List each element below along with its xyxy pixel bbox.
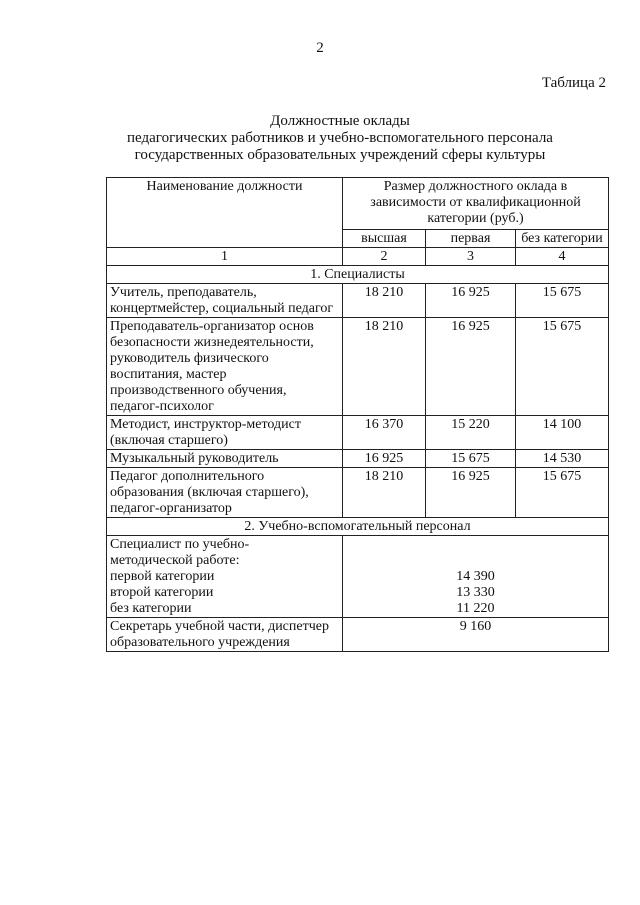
title-line-3: государственных образовательных учреждений сферы культуры [134,147,546,163]
salary-highest: 18 210 [343,284,426,318]
position-name: Педагог дополнительного образования (включая старшего), педагог-организатор [107,468,343,518]
salary-values [343,536,609,618]
salary-highest: 18 210 [343,468,426,518]
position-name: Учитель, преподаватель, концертмейстер, социальный педагог [107,284,343,318]
table-label: Таблица 2 [541,75,606,91]
section-specialists: 1. Специалисты [107,266,609,284]
position-name: Музыкальный руководитель [107,450,343,468]
table-row [107,450,609,468]
section-row [107,518,609,536]
header-salary-size: Размер должностного оклада в зависимости от квалификационной категории (руб.) [343,178,609,230]
title-line-2: педагогических работников и учебно-вспомогательного персонала [127,130,553,146]
salary-first: 16 925 [426,468,516,518]
title-line-1: Должностные оклады [270,113,410,129]
table-row [107,318,609,416]
header-category-first: первая [426,230,516,248]
table-row [107,618,609,652]
salary-first: 16 925 [426,318,516,416]
document-title [40,113,640,164]
column-number: 1 [107,248,343,266]
salary-none: 14 100 [516,416,609,450]
position-name [107,536,343,618]
salary-value: 14 390 [456,569,495,584]
position-name-line: Специалист по учебно- [110,537,250,552]
salary-highest: 16 370 [343,416,426,450]
salary-value: 9 160 [343,618,609,652]
section-support-staff: 2. Учебно-вспомогательный персонал [107,518,609,536]
salary-first: 15 220 [426,416,516,450]
header-category-none: без категории [516,230,609,248]
header-category-highest: высшая [343,230,426,248]
position-name: Преподаватель-организатор основ безопасности жизнедеятельности, руководитель физического воспитания, мастер производственного обучения, педагог-психолог [107,318,343,416]
table-row [107,416,609,450]
salary-first: 15 675 [426,450,516,468]
table-row [107,284,609,318]
salary-first: 16 925 [426,284,516,318]
column-number: 2 [343,248,426,266]
page-number: 2 [316,40,324,56]
salary-highest: 18 210 [343,318,426,416]
category-label: первой категории [110,569,215,584]
position-name: Методист, инструктор-методист (включая старшего) [107,416,343,450]
column-number-row [107,248,609,266]
column-number: 4 [516,248,609,266]
table-row [107,536,609,618]
section-row [107,266,609,284]
salary-none: 15 675 [516,468,609,518]
table-row [107,468,609,518]
salary-value: 13 330 [456,585,495,600]
category-label: без категории [110,601,192,616]
column-number: 3 [426,248,516,266]
salary-none: 14 530 [516,450,609,468]
header-row [107,178,609,230]
header-position-name: Наименование должности [107,178,343,248]
salary-none: 15 675 [516,318,609,416]
salary-none: 15 675 [516,284,609,318]
salary-highest: 16 925 [343,450,426,468]
category-label: второй категории [110,585,214,600]
salary-value: 11 220 [456,601,495,616]
position-name: Секретарь учебной части, диспетчер образовательного учреждения [107,618,343,652]
salary-table [106,177,609,652]
position-name-line: методической работе: [110,553,240,568]
